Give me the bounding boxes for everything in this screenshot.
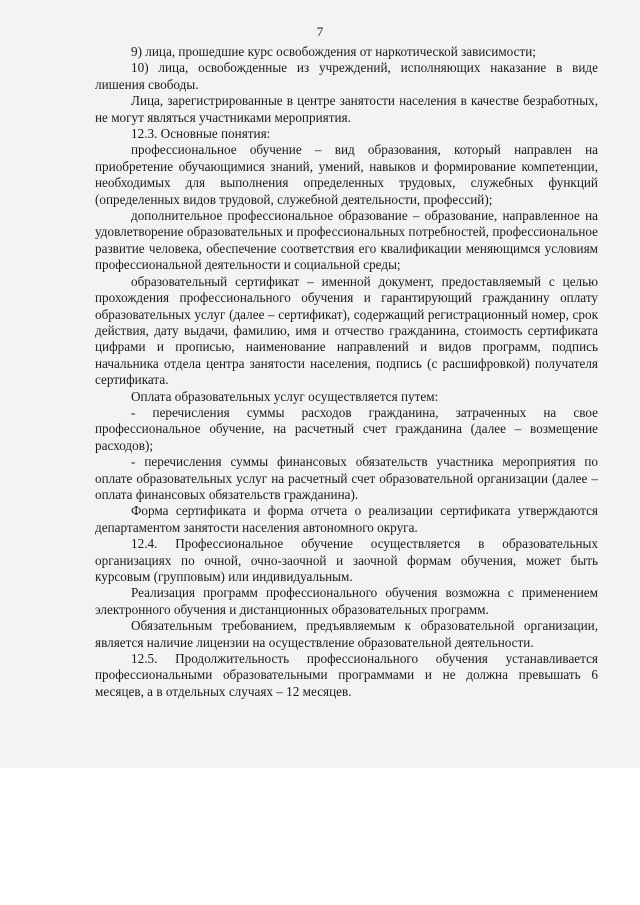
page-number: 7 bbox=[316, 24, 324, 39]
paragraph: дополнительное профессиональное образование – образование, направленное на удовлетворение образовательных и профессиональных потребностей, профессиональное развитие человека, обеспечение соответствия его квалификации меняющимся условиям профессиональной деятельности и социальной среды; bbox=[95, 208, 598, 273]
paragraph: профессиональное обучение – вид образования, который направлен на приобретение обучающимися знаний, умений, навыков и формирование компетенции, необходимых для выполнения определенных трудовых, служебных функций (определенных видов трудовой, служебной деятельности, профессий); bbox=[95, 142, 598, 207]
paragraph: 12.5. Продолжительность профессионального обучения устанавливается профессиональными образовательными программами и не должна превышать 6 месяцев, а в отдельных случаях – 12 месяцев. bbox=[95, 651, 598, 699]
paragraph: 10) лица, освобожденные из учреждений, исполняющих наказание в виде лишения свободы. bbox=[95, 60, 598, 92]
paragraph: - перечисления суммы финансовых обязательств участника мероприятия по оплате образовательных услуг на расчетный счет образовательной организации (далее – оплата финансовых обязательств гражданина). bbox=[95, 454, 598, 502]
paragraph: Форма сертификата и форма отчета о реализации сертификата утверждаются департаментом занятости населения автономного округа. bbox=[95, 503, 598, 535]
paragraph: Обязательным требованием, предъявляемым к образовательной организации, является наличие лицензии на осуществление образовательной деятельности. bbox=[95, 618, 598, 650]
paragraph: 9) лица, прошедшие курс освобождения от наркотической зависимости; bbox=[131, 44, 536, 59]
paragraph: Оплата образовательных услуг осуществляется путем: bbox=[131, 388, 439, 404]
document-body bbox=[95, 44, 598, 700]
paragraph: образовательный сертификат – именной документ, предоставляемый с целью прохождения профессионального обучения и гарантирующий гражданину оплату образовательных услуг (далее – сертификат), содержащий регистрационный номер, срок действия, дату выдачи, фамилию, имя и отчество гражданина, стоимость сертификата цифрами и прописью, наименование направлений и видов программ, подпись начальника отдела центра занятости населения, подпись (с расшифровкой) получателя сертификата. bbox=[95, 273, 598, 388]
paragraph: 12.3. Основные понятия: bbox=[131, 126, 271, 142]
paragraph: Реализация программ профессионального обучения возможна с применением электронного обучения и дистанционных образовательных программ. bbox=[95, 585, 598, 617]
paragraph: Лица, зарегистрированные в центре занятости населения в качестве безработных, не могут являться участниками мероприятия. bbox=[95, 93, 598, 125]
paragraph: 12.4. Профессиональное обучение осуществляется в образовательных организациях по очной, очно-заочной и заочной формам обучения, может быть курсовым (групповым) или индивидуальным. bbox=[95, 536, 598, 584]
paragraph: - перечисления суммы расходов гражданина, затраченных на свое профессиональное обучение, на расчетный счет гражданина (далее – возмещение расходов); bbox=[95, 404, 598, 453]
